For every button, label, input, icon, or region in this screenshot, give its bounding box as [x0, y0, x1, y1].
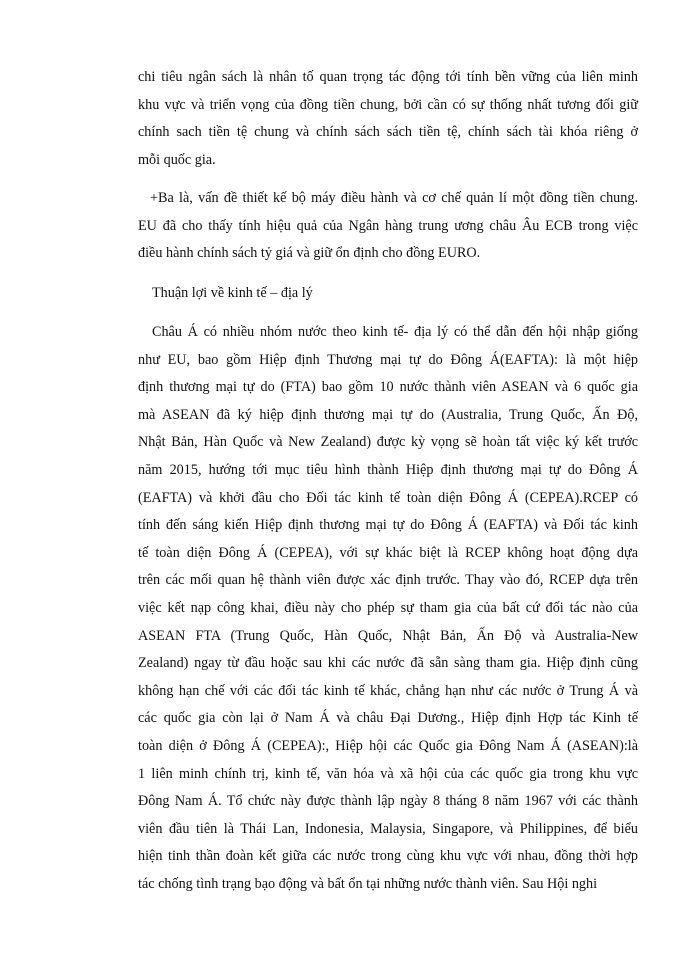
text-line: +Ba là, vấn đề thiết kế bộ máy điều hành và cơ chế quản lí một đồng tiền chung. — [150, 190, 638, 206]
text-line: ASEAN FTA (Trung Quốc, Hàn Quốc, Nhật Bản, Ấn Độ và Australia-New — [138, 627, 638, 644]
text-line: định thương mại tự do (FTA) bao gồm 10 nước thành viên ASEAN và 6 quốc gia — [138, 379, 638, 396]
text-line: 1 liên minh chính trị, kinh tế, văn hóa và xã hội của các quốc gia trong khu vực — [138, 765, 638, 782]
text-line: khu vực và triển vọng của đồng tiền chung, bởi cần có sự thống nhất tương đối giữ — [138, 96, 638, 113]
text-line: Zealand) ngay từ đầu hoặc sau khi các nước đã sẵn sàng tham gia. Hiệp định cũng — [138, 655, 638, 672]
section-heading — [138, 280, 638, 308]
text-line: Đông Nam Á. Tổ chức này được thành lập ngày 8 tháng 8 năm 1967 với các thành — [138, 793, 638, 810]
text-line: EU đã cho thấy tính hiệu quả của Ngân hàng trung ương châu Âu ECB trong việc — [138, 217, 638, 234]
text-line: trên các mối quan hệ thành viên được xác định trước. Thay vào đó, RCEP dựa trên — [138, 572, 638, 589]
paragraph-third-issue — [138, 185, 638, 268]
text-line: Châu Á có nhiều nhóm nước theo kinh tế- địa lý có thể dẫn đến hội nhập giống — [152, 324, 638, 340]
text-line: Nhật Bản, Hàn Quốc và New Zealand) được kỳ vọng sẽ hoàn tất việc ký kết trước — [138, 434, 638, 451]
text-line: điều hành chính sách tỷ giá và giữ ổn định cho đồng EURO. — [138, 245, 481, 262]
paragraph-asia-groups — [138, 319, 638, 898]
text-line: (EAFTA) và khởi đầu cho Đối tác kinh tế toàn diện Đông Á (CEPEA).RCEP có — [138, 489, 638, 506]
text-line: toàn diện ở Đông Á (CEPEA):, Hiệp hội các Quốc gia Đông Nam Á (ASEAN):là — [138, 737, 638, 754]
text-line: các quốc gia còn lại ở Nam Á và châu Đại Dương., Hiệp định Hợp tác Kinh tế — [138, 710, 638, 727]
text-line: mà ASEAN đã ký hiệp định thương mại tự do (Australia, Trung Quốc, Ấn Độ, — [138, 406, 638, 423]
text-line: chính sach tiền tệ chung và chính sách sách tiền tệ, chính sách tài khóa riêng ở — [138, 124, 638, 141]
text-line: hiện tinh thần đoàn kết giữa các nước trong cùng khu vực với nhau, đồng thời hợp — [138, 848, 638, 865]
text-line: không hạn chế với các đối tác kinh tế khác, chẳng hạn như các nước ở Trung Á và — [138, 682, 638, 699]
text-line: việc kết nạp công khai, điều này cho phép sự tham gia của bất cứ đối tác nào của — [138, 599, 638, 616]
text-line: viên đầu tiên là Thái Lan, Indonesia, Malaysia, Singapore, và Philippines, để biểu — [138, 820, 638, 837]
text-line: năm 2015, hướng tới mục tiêu hình thành Hiệp định thương mại tự do Đông Á — [138, 461, 638, 478]
text-line: tác chống tình trạng bạo động và bất ổn tại những nước thành viên. Sau Hội nghi — [138, 875, 598, 892]
text-line: chi tiêu ngân sách là nhân tố quan trọng tác động tới tính bền vững của liên minh — [138, 69, 638, 85]
text-line: mỗi quốc gia. — [138, 151, 216, 168]
heading-text: Thuận lợi về kinh tế – địa lý — [152, 285, 313, 301]
text-line: tính đến sáng kiến Hiệp định thương mại tự do Đông Á (EAFTA) và Đối tác kinh — [138, 517, 638, 534]
text-line: tế toàn diện Đông Á (CEPEA), với sự khác biệt là RCEP không hoạt động dựa — [138, 544, 638, 561]
text-line: như EU, bao gồm Hiệp định Thương mại tự do Đông Á(EAFTA): là một hiệp — [138, 351, 638, 368]
paragraph-budget — [138, 64, 638, 174]
